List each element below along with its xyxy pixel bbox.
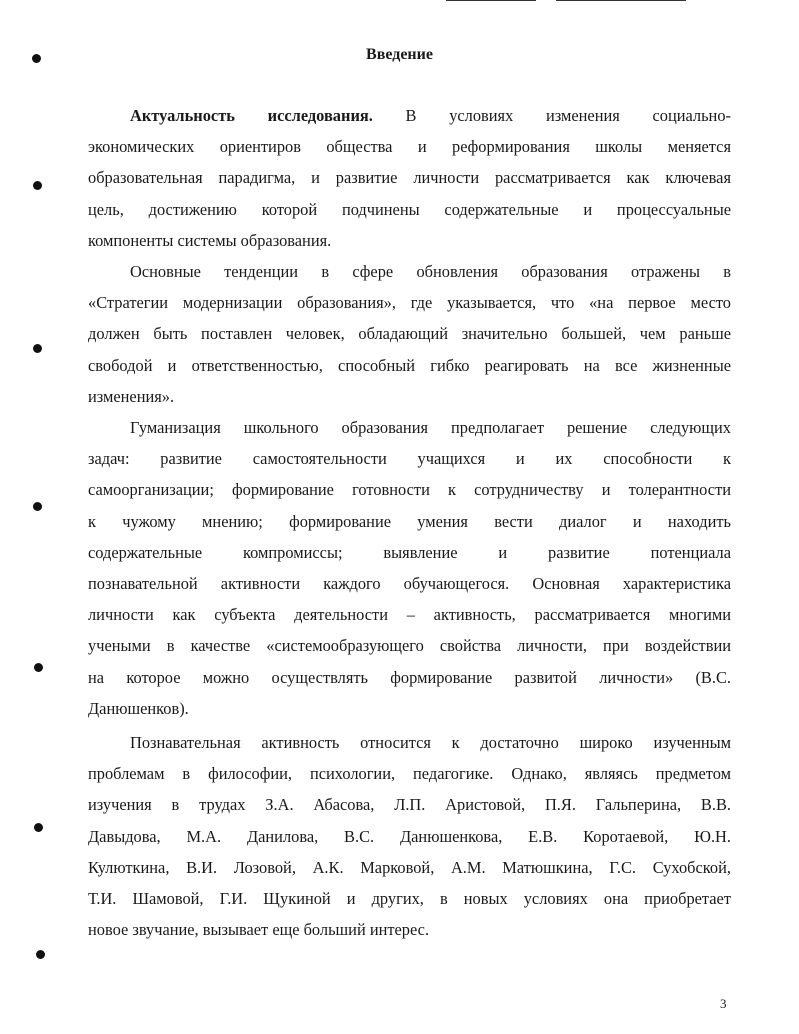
text-line: образовательная парадигма, и развитие личности рассматривается как ключевая: [88, 168, 731, 188]
text-line: на которое можно осуществлять формирование развитой личности» (В.С.: [88, 667, 731, 687]
page-number: 3: [720, 996, 727, 1011]
text-line: экономических ориентиров общества и реформирования школы меняется: [88, 137, 731, 157]
text-line: Познавательная активность относится к достаточно широко изученным: [130, 733, 731, 752]
text-line: Давыдова, М.А. Данилова, В.С. Данюшенкова, Е.В. Коротаевой, Ю.Н.: [88, 826, 731, 846]
text-line: содержательные компромиссы; выявление и развитие потенциала: [88, 542, 731, 562]
binder-hole-mark: [33, 344, 42, 353]
text-line: задач: развитие самостоятельности учащихся и их способности к: [88, 449, 731, 469]
binder-hole-mark: [34, 663, 43, 672]
text-line: «Стратегии модернизации образования», где указывается, что «на первое место: [88, 293, 731, 313]
scan-edge-line: [556, 0, 686, 1]
text-line: цель, достижению которой подчинены содержательные и процессуальные: [88, 199, 731, 219]
text-line: познавательной активности каждого обучающегося. Основная характеристика: [88, 574, 731, 593]
text-line: Кулюткина, В.И. Лозовой, А.К. Марковой, А.М. Матюшкина, Г.С. Сухобской,: [88, 857, 731, 877]
text-line: личности как субъекта деятельности – активность, рассматривается многими: [88, 605, 731, 625]
text-line: Основные тенденции в сфере обновления образования отражены в: [130, 262, 731, 281]
binder-hole-mark: [33, 181, 42, 190]
line-text: В условиях изменения социально-: [372, 106, 731, 125]
text-line: самоорганизации; формирование готовности к сотрудничеству и толерантности: [88, 480, 731, 500]
text-line: компоненты системы образования.: [88, 230, 332, 250]
text-line: Данюшенков).: [88, 698, 189, 718]
text-line: изучения в трудах З.А. Абасова, Л.П. Аристовой, П.Я. Гальперина, В.В.: [88, 795, 731, 815]
text-line: свободой и ответственностью, способный гибко реагировать на все жизненные: [88, 355, 731, 375]
bold-heading: Актуальность исследования.: [130, 106, 373, 125]
text-line: к чужому мнению; формирование умения вести диалог и находить: [88, 511, 731, 531]
text-line: изменения».: [88, 386, 175, 406]
text-line: [88, 100, 731, 131]
binder-hole-mark: [33, 502, 42, 511]
text-line: учеными в качестве «системообразующего свойства личности, при воздействии: [88, 636, 731, 656]
text-line: Гуманизация школьного образования предполагает решение следующих: [130, 418, 731, 437]
text-line: должен быть поставлен человек, обладающий значительно большей, чем раньше: [88, 324, 731, 344]
text-line: проблемам в философии, психологии, педагогике. Однако, являясь предметом: [88, 764, 731, 784]
text-line: Т.И. Шамовой, Г.И. Щукиной и других, в новых условиях она приобретает: [88, 889, 731, 908]
text-line: новое звучание, вызывает еще больший интерес.: [88, 920, 430, 940]
page-title: Введение: [366, 46, 433, 63]
binder-hole-mark: [36, 950, 45, 959]
scan-edge-line: [446, 0, 536, 1]
binder-hole-mark: [34, 823, 43, 832]
